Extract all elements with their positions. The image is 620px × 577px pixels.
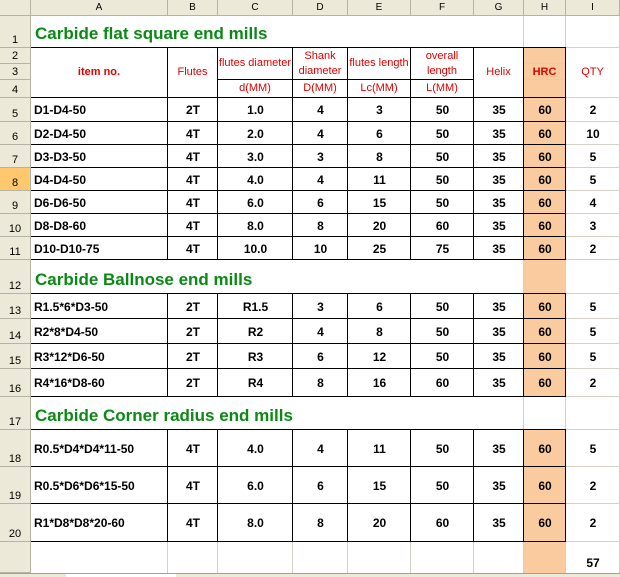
- cell-d[interactable]: 4.0: [247, 441, 264, 456]
- cell-lc[interactable]: 12: [372, 349, 387, 364]
- border-vertical: [565, 294, 566, 397]
- cell-lc[interactable]: 15: [372, 478, 387, 493]
- total-qty[interactable]: 57: [586, 555, 600, 570]
- cell-qty[interactable]: 2: [589, 103, 597, 117]
- cell-qty[interactable]: 4: [589, 195, 597, 210]
- header-flutes-length-unit: Lc(MM): [348, 80, 410, 97]
- cell-hrc[interactable]: 60: [538, 103, 552, 117]
- cell-lc[interactable]: 25: [372, 241, 387, 256]
- cell-helix[interactable]: 35: [492, 195, 506, 210]
- cell-l[interactable]: 50: [435, 441, 450, 456]
- row-header-5[interactable]: 5: [0, 98, 31, 122]
- row-header-11[interactable]: 11: [0, 237, 31, 260]
- cell-d[interactable]: 8.0: [247, 218, 264, 233]
- cell-l[interactable]: 50: [435, 172, 450, 187]
- cell-item[interactable]: R1.5*6*D3-50: [34, 299, 109, 314]
- cell-item[interactable]: R2*8*D4-50: [34, 324, 99, 339]
- cell-hrc[interactable]: 60: [538, 349, 552, 364]
- border-vertical: [292, 48, 293, 260]
- cell-d[interactable]: R3: [247, 349, 264, 364]
- cell-d[interactable]: R2: [247, 324, 264, 339]
- border-vertical: [217, 294, 218, 397]
- cell-helix[interactable]: 35: [492, 149, 506, 164]
- cell-item[interactable]: D10-D10-75: [34, 241, 100, 256]
- select-all-corner[interactable]: [0, 0, 31, 16]
- border-horizontal: [31, 144, 566, 145]
- cell-item[interactable]: D2-D4-50: [34, 126, 87, 141]
- border-horizontal: [31, 121, 566, 122]
- header-item-no: item no.: [31, 48, 167, 97]
- border-horizontal: [31, 47, 566, 48]
- cell-item[interactable]: D8-D8-60: [34, 218, 87, 233]
- cell-d[interactable]: 1.0: [247, 103, 264, 117]
- cell-hrc[interactable]: 60: [538, 149, 552, 164]
- border-vertical: [565, 48, 566, 260]
- cell-D[interactable]: 6: [317, 195, 324, 210]
- cell-D[interactable]: 4: [317, 103, 324, 117]
- header-shank-diameter-unit: D(MM): [293, 80, 347, 97]
- cell-D[interactable]: 4: [317, 441, 324, 456]
- cell-flutes[interactable]: 4T: [185, 195, 200, 210]
- cell-flutes[interactable]: 2T: [185, 376, 200, 390]
- border-horizontal: [31, 368, 566, 369]
- cell-l[interactable]: 50: [435, 126, 450, 141]
- row-header-14[interactable]: 14: [0, 319, 31, 344]
- header-qty: QTY: [566, 48, 619, 97]
- border-vertical: [410, 430, 411, 542]
- cell-D[interactable]: 8: [317, 376, 324, 390]
- cell-lc[interactable]: 16: [372, 376, 387, 390]
- cell-hrc[interactable]: 60: [538, 299, 552, 314]
- border-horizontal: [31, 259, 566, 260]
- cell-flutes[interactable]: 4T: [185, 172, 200, 187]
- border-vertical: [167, 48, 168, 260]
- cell-D[interactable]: 4: [317, 324, 324, 339]
- cell-l[interactable]: 50: [435, 103, 450, 117]
- cell-helix[interactable]: 35: [492, 299, 506, 314]
- border-horizontal: [31, 318, 566, 319]
- cell-lc[interactable]: 11: [373, 172, 386, 187]
- cell-item[interactable]: D3-D3-50: [34, 149, 87, 164]
- cell-l[interactable]: 60: [435, 516, 450, 530]
- border-horizontal: [31, 167, 566, 168]
- cell-qty[interactable]: 5: [589, 299, 597, 314]
- cell-item[interactable]: R0.5*D4*D4*11-50: [34, 441, 135, 456]
- border-horizontal: [31, 343, 566, 344]
- cell-qty[interactable]: 5: [589, 441, 597, 456]
- cell-d[interactable]: 8.0: [247, 516, 264, 530]
- cell-flutes[interactable]: 4T: [185, 241, 200, 256]
- cell-d[interactable]: 6.0: [247, 478, 264, 493]
- cell-lc[interactable]: 8: [376, 149, 383, 164]
- hrc-shade: [524, 260, 566, 294]
- cell-D[interactable]: 3: [317, 299, 324, 314]
- cell-helix[interactable]: 35: [492, 516, 506, 530]
- row-header-15[interactable]: 15: [0, 344, 31, 369]
- cell-flutes[interactable]: 4T: [185, 218, 200, 233]
- border-horizontal: [31, 466, 566, 467]
- cell-l[interactable]: 75: [435, 241, 450, 256]
- cell-qty[interactable]: 5: [589, 349, 597, 364]
- cell-helix[interactable]: 35: [492, 241, 506, 256]
- row-header-13[interactable]: 13: [0, 294, 31, 319]
- column-header-b[interactable]: B: [168, 0, 218, 16]
- border-vertical: [347, 430, 348, 542]
- cell-l[interactable]: 50: [435, 349, 450, 364]
- cell-l[interactable]: 50: [435, 478, 450, 493]
- row-header-12[interactable]: 12: [0, 260, 31, 294]
- header-flutes-diameter: flutes diameter: [218, 48, 292, 79]
- cell-flutes[interactable]: 4T: [185, 149, 200, 164]
- header-overall-length-unit: L(MM): [411, 80, 473, 97]
- cell-item[interactable]: R1*D8*D8*20-60: [34, 516, 125, 530]
- cell-lc[interactable]: 8: [376, 324, 383, 339]
- border-vertical: [347, 48, 348, 260]
- border-vertical: [217, 430, 218, 542]
- border-horizontal: [31, 396, 566, 397]
- row-header-6[interactable]: 6: [0, 122, 31, 145]
- cell-hrc[interactable]: 60: [538, 241, 552, 256]
- cell-item[interactable]: R3*12*D6-50: [34, 349, 105, 364]
- cell-qty[interactable]: 2: [589, 241, 597, 256]
- border-vertical: [473, 430, 474, 542]
- cell-lc[interactable]: 20: [372, 516, 387, 530]
- cell-flutes[interactable]: 4T: [185, 441, 200, 456]
- border-vertical: [473, 294, 474, 397]
- cell-qty[interactable]: 2: [589, 516, 597, 530]
- cell-qty[interactable]: 2: [589, 478, 597, 493]
- cell-l[interactable]: 60: [435, 218, 450, 233]
- row-header-1[interactable]: 1: [0, 16, 31, 48]
- column-header-h[interactable]: H: [524, 0, 566, 16]
- border-horizontal: [31, 236, 566, 237]
- border-vertical: [410, 48, 411, 260]
- row-header-20[interactable]: 20: [0, 504, 31, 542]
- cell-qty[interactable]: 5: [589, 324, 597, 339]
- column-header-d[interactable]: D: [293, 0, 348, 16]
- cell-flutes[interactable]: 4T: [185, 478, 200, 493]
- border-horizontal: [31, 213, 566, 214]
- cell-d[interactable]: 3.0: [247, 149, 264, 164]
- cell-D[interactable]: 8: [317, 218, 324, 233]
- cell-hrc[interactable]: 60: [538, 324, 552, 339]
- cell-l[interactable]: 50: [435, 299, 450, 314]
- row-header-8[interactable]: 8: [0, 168, 31, 191]
- cell-flutes[interactable]: 4T: [185, 126, 200, 141]
- cell-helix[interactable]: 35: [492, 376, 506, 390]
- horizontal-scrollbar-thumb[interactable]: [176, 573, 620, 577]
- cell-qty[interactable]: 10: [586, 126, 600, 141]
- border-vertical: [523, 294, 524, 397]
- cell-helix[interactable]: 35: [492, 218, 506, 233]
- cell-lc[interactable]: 6: [376, 126, 383, 141]
- cell-l[interactable]: 50: [435, 195, 450, 210]
- header-flutes-length: flutes length: [348, 48, 410, 79]
- cell-hrc[interactable]: 60: [538, 441, 552, 456]
- hrc-total-shade: [524, 542, 566, 573]
- cell-qty[interactable]: 5: [589, 172, 597, 187]
- border-vertical: [292, 294, 293, 397]
- cell-item[interactable]: D1-D4-50: [34, 103, 87, 117]
- cell-l[interactable]: 50: [435, 324, 450, 339]
- cell-d[interactable]: 6.0: [247, 195, 264, 210]
- border-vertical: [167, 430, 168, 542]
- border-vertical: [565, 430, 566, 542]
- header-shank-diameter: Shank diameter: [293, 48, 347, 79]
- cell-hrc[interactable]: 60: [538, 478, 552, 493]
- column-header-c[interactable]: C: [218, 0, 293, 16]
- row-header-17[interactable]: 17: [0, 397, 31, 430]
- header-flutes: Flutes: [168, 48, 217, 97]
- column-header-i[interactable]: I: [566, 0, 620, 16]
- cell-helix[interactable]: 35: [492, 349, 506, 364]
- cell-hrc[interactable]: 60: [538, 126, 552, 141]
- row-header-9[interactable]: 9: [0, 191, 31, 214]
- cell-d[interactable]: R4: [247, 376, 264, 390]
- cell-hrc[interactable]: 60: [538, 172, 552, 187]
- border-vertical: [473, 48, 474, 260]
- cell-lc[interactable]: 11: [373, 441, 386, 456]
- cell-flutes[interactable]: 2T: [185, 324, 200, 339]
- section-title-flat: Carbide flat square end mills: [31, 16, 523, 47]
- row-header-blank[interactable]: [0, 542, 31, 573]
- border-horizontal: [31, 97, 566, 98]
- cell-d[interactable]: 4.0: [247, 172, 264, 187]
- border-horizontal: [31, 503, 566, 504]
- cell-helix[interactable]: 35: [492, 172, 506, 187]
- border-vertical: [347, 294, 348, 397]
- section-title-corner: Carbide Corner radius end mills: [31, 397, 523, 429]
- header-overall-length: overall length: [411, 48, 473, 79]
- border-vertical: [167, 294, 168, 397]
- cell-D[interactable]: 3: [317, 149, 324, 164]
- cell-item[interactable]: R0.5*D6*D6*15-50: [34, 478, 135, 493]
- cell-lc[interactable]: 15: [372, 195, 387, 210]
- border-horizontal: [31, 190, 566, 191]
- cell-D[interactable]: 6: [317, 478, 324, 493]
- cell-d[interactable]: R1.5: [242, 299, 269, 314]
- cell-hrc[interactable]: 60: [538, 516, 552, 530]
- cell-item[interactable]: R4*16*D8-60: [34, 376, 105, 390]
- cell-l[interactable]: 50: [435, 149, 450, 164]
- column-header-a[interactable]: A: [31, 0, 168, 16]
- border-vertical: [523, 430, 524, 542]
- cell-d[interactable]: 10.0: [243, 241, 268, 256]
- row-header-16[interactable]: 16: [0, 369, 31, 397]
- border-horizontal: [218, 79, 474, 80]
- cell-qty[interactable]: 2: [589, 376, 597, 390]
- section-title-ballnose: Carbide Ballnose end mills: [31, 260, 523, 293]
- cell-hrc[interactable]: 60: [538, 195, 552, 210]
- border-vertical: [410, 294, 411, 397]
- cell-lc[interactable]: 20: [372, 218, 387, 233]
- cell-qty[interactable]: 5: [589, 149, 597, 164]
- row-header-19[interactable]: 19: [0, 467, 31, 504]
- cell-D[interactable]: 10: [313, 241, 328, 256]
- cell-helix[interactable]: 35: [492, 478, 506, 493]
- cell-flutes[interactable]: 4T: [185, 516, 200, 530]
- row-header-4[interactable]: 4: [0, 80, 31, 98]
- row-header-10[interactable]: 10: [0, 214, 31, 237]
- header-helix: Helix: [474, 48, 523, 97]
- border-horizontal: [31, 429, 566, 430]
- header-flutes-diameter-unit: d(MM): [218, 80, 292, 97]
- cell-D[interactable]: 8: [317, 516, 324, 530]
- horizontal-scrollbar-left[interactable]: [0, 573, 66, 577]
- cell-lc[interactable]: 3: [376, 103, 383, 117]
- cell-l[interactable]: 60: [435, 376, 450, 390]
- border-vertical: [523, 48, 524, 260]
- cell-helix[interactable]: 35: [492, 441, 506, 456]
- row-header-2[interactable]: 2: [0, 48, 31, 64]
- cell-flutes[interactable]: 2T: [185, 349, 200, 364]
- cell-helix[interactable]: 35: [492, 126, 506, 141]
- column-header-e[interactable]: E: [348, 0, 411, 16]
- row-header-7[interactable]: 7: [0, 145, 31, 168]
- column-header-g[interactable]: G: [474, 0, 524, 16]
- cell-d[interactable]: 2.0: [247, 126, 264, 141]
- cell-D[interactable]: 4: [317, 126, 324, 141]
- cell-hrc[interactable]: 60: [538, 218, 552, 233]
- row-header-3[interactable]: 3: [0, 64, 31, 80]
- border-vertical: [217, 48, 218, 260]
- cell-flutes[interactable]: 2T: [185, 299, 200, 314]
- column-header-f[interactable]: F: [411, 0, 474, 16]
- cell-D[interactable]: 6: [317, 349, 324, 364]
- cell-item[interactable]: D4-D4-50: [34, 172, 87, 187]
- cell-hrc[interactable]: 60: [538, 376, 552, 390]
- row-header-18[interactable]: 18: [0, 430, 31, 467]
- cell-D[interactable]: 4: [317, 172, 324, 187]
- cell-lc[interactable]: 6: [376, 299, 383, 314]
- cell-helix[interactable]: 35: [492, 103, 506, 117]
- border-horizontal: [31, 293, 566, 294]
- cell-qty[interactable]: 3: [589, 218, 597, 233]
- header-hrc: HRC: [532, 66, 557, 78]
- cell-flutes[interactable]: 2T: [185, 103, 200, 117]
- cell-item[interactable]: D6-D6-50: [34, 195, 87, 210]
- border-vertical: [292, 430, 293, 542]
- cell-helix[interactable]: 35: [492, 324, 506, 339]
- border-horizontal: [31, 541, 566, 542]
